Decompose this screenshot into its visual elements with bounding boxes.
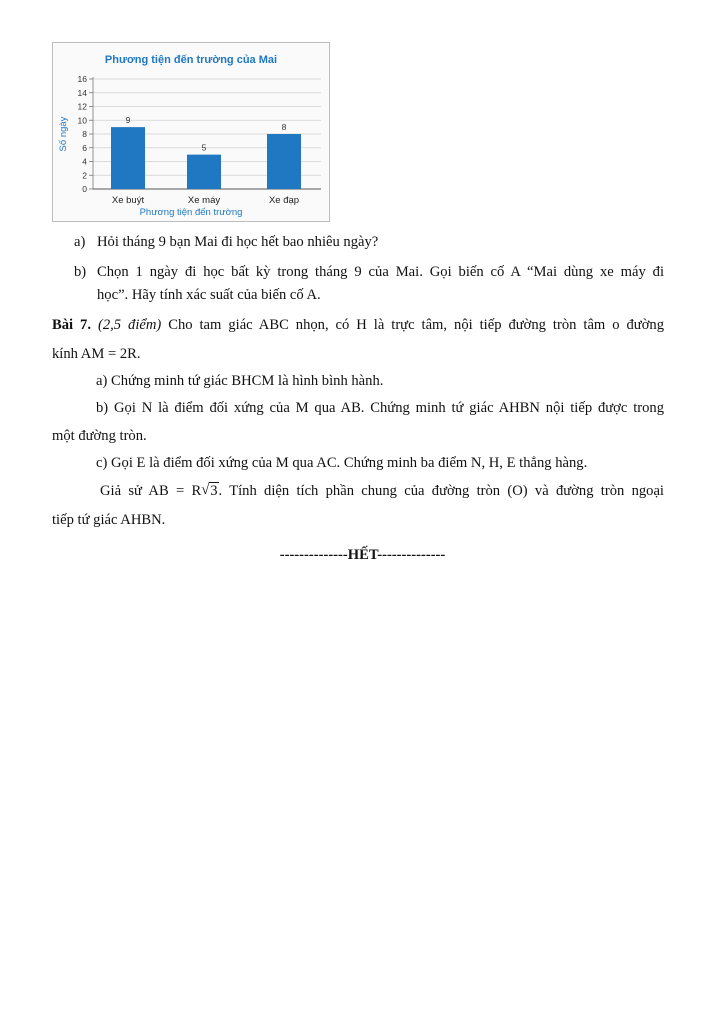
bai7-intro-line2: kính AM = 2R.	[52, 346, 141, 362]
bai7-part-d-pre: Giả sử AB = R	[100, 483, 202, 499]
y-tick-label: 10	[77, 115, 87, 126]
bai7-part-d-line2: tiếp tứ giác AHBN.	[52, 512, 166, 528]
question-b-marker: b)	[74, 264, 87, 280]
question-a-marker: a)	[74, 234, 86, 250]
y-tick-label: 4	[82, 156, 87, 167]
data-label: 8	[281, 122, 287, 132]
y-tick-label: 6	[82, 142, 87, 153]
x-tick-label: Xe đạp	[268, 195, 300, 206]
y-tick-label: 12	[77, 101, 87, 112]
bai7-part-a: a) Chứng minh tứ giác BHCM là hình bình hành.	[96, 373, 384, 389]
end-mark: --------------HẾT--------------	[279, 547, 446, 563]
bai7-intro-line1	[52, 316, 664, 334]
chart-canvas	[53, 43, 329, 221]
bai7-intro-text: Cho tam giác ABC nhọn, có H là trực tâm, nội tiếp đường tròn tâm o đường	[161, 317, 665, 333]
bar-2	[267, 134, 301, 189]
y-axis-label: Số ngày	[58, 116, 69, 152]
data-label: 9	[125, 115, 131, 126]
y-tick-label: 8	[82, 129, 87, 139]
radicand: 3	[210, 483, 218, 499]
bai7-part-d-post: . Tính diện tích phần chung của đường tròn (O) và đường tròn ngoại	[218, 483, 664, 499]
chart-title: Phương tiện đến trường của Mai	[104, 54, 278, 66]
sqrt-expression	[201, 482, 218, 500]
question-b-line1: Chọn 1 ngày đi học bất kỳ trong tháng 9 của Mai. Gọi biến cố A “Mai dùng xe máy đi	[97, 264, 664, 280]
radical-sign: √	[201, 482, 210, 498]
data-label: 5	[201, 142, 207, 153]
y-tick-label: 2	[82, 170, 87, 181]
y-tick-label: 14	[77, 87, 87, 98]
bai7-part-b-line1: b) Gọi N là điểm đối xứng của M qua AB. Chứng minh tứ giác AHBN nội tiếp được trong	[96, 400, 664, 416]
question-b-line2: học”. Hãy tính xác suất của biến cố A.	[97, 287, 321, 303]
bai7-part-b-line2: một đường tròn.	[52, 428, 147, 444]
bar-chart	[52, 42, 330, 222]
bai7-points: (2,5 điểm)	[97, 317, 162, 333]
x-tick-label: Xe buýt	[111, 195, 145, 206]
x-axis-label: Phương tiện đến trường	[139, 207, 243, 218]
bai7-part-c: c) Gọi E là điểm đối xứng của M qua AC. Chứng minh ba điểm N, H, E thẳng hàng.	[96, 455, 588, 471]
y-tick-label: 0	[82, 184, 87, 194]
question-a-text: Hỏi tháng 9 bạn Mai đi học hết bao nhiêu ngày?	[97, 234, 379, 250]
bai7-label: Bài 7.	[52, 317, 91, 333]
bar-1	[187, 155, 221, 189]
bar-0	[111, 127, 145, 189]
x-tick-label: Xe máy	[187, 195, 221, 206]
y-tick-label: 16	[77, 74, 87, 84]
bai7-part-d-line1	[100, 482, 664, 500]
